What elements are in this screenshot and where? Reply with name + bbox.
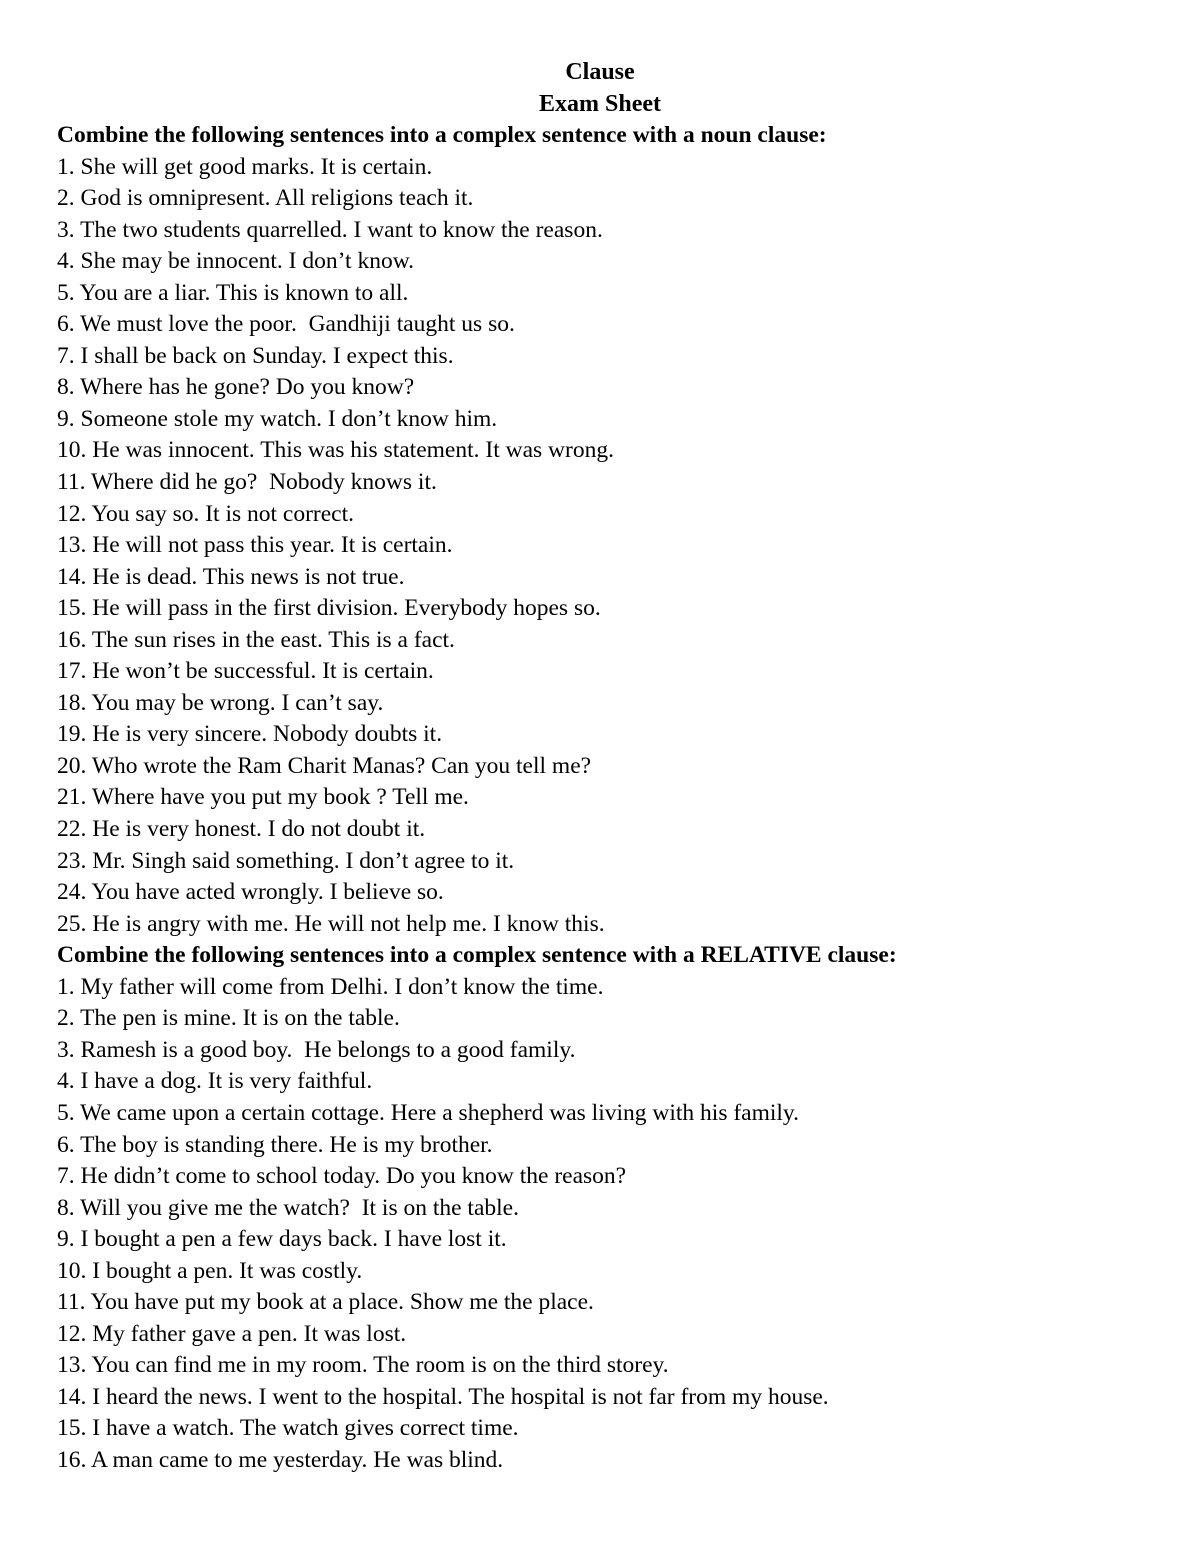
exercise-item: 9. Someone stole my watch. I don’t know him. [57,405,498,432]
exercise-item: 5. You are a liar. This is known to all. [57,279,409,306]
relative-clause-section [57,940,1157,1476]
exercise-item: 6. The boy is standing there. He is my brother. [57,1131,493,1158]
exercise-item: 12. My father gave a pen. It was lost. [57,1320,407,1347]
exercise-item: 20. Who wrote the Ram Charit Manas? Can you tell me? [57,752,592,779]
exercise-item: 15. I have a watch. The watch gives correct time. [57,1415,519,1442]
exercise-item: 14. He is dead. This news is not true. [57,563,405,590]
exercise-item: 10. I bought a pen. It was costly. [57,1257,363,1284]
document-subtitle: Exam Sheet [539,90,661,117]
exercise-item: 9. I bought a pen a few days back. I have lost it. [57,1226,507,1253]
exercise-item: 3. The two students quarrelled. I want to know the reason. [57,216,603,243]
exercise-item: 4. She may be innocent. I don’t know. [57,248,415,275]
exercise-item: 13. He will not pass this year. It is certain. [57,532,453,559]
exercise-item: 3. Ramesh is a good boy. He belongs to a good family. [57,1036,576,1063]
document-title: Clause [565,59,635,85]
exercise-item: 14. I heard the news. I went to the hospital. The hospital is not far from my house. [57,1383,829,1410]
exercise-item: 19. He is very sincere. Nobody doubts it. [57,721,443,748]
exercise-item: 2. God is omnipresent. All religions teach it. [57,185,474,212]
exercise-item: 5. We came upon a certain cottage. Here a shepherd was living with his family. [57,1099,800,1126]
exercise-item: 18. You may be wrong. I can’t say. [57,689,384,716]
exercise-item: 12. You say so. It is not correct. [57,500,354,527]
section-heading-relative-clause: Combine the following sentences into a complex sentence with a RELATIVE clause: [57,942,897,969]
exercise-item: 16. A man came to me yesterday. He was blind. [57,1446,504,1473]
exercise-item: 22. He is very honest. I do not doubt it. [57,816,426,843]
exercise-item: 1. My father will come from Delhi. I don’t know the time. [57,973,604,1000]
exercise-item: 10. He was innocent. This was his statement. It was wrong. [57,437,614,464]
exercise-item: 7. He didn’t come to school today. Do you know the reason? [57,1163,627,1190]
exercise-item: 11. You have put my book at a place. Show me the place. [57,1289,594,1316]
exercise-item: 2. The pen is mine. It is on the table. [57,1005,400,1032]
exercise-item: 8. Where has he gone? Do you know? [57,374,415,401]
noun-clause-section [57,120,1157,940]
exercise-item: 25. He is angry with me. He will not help me. I know this. [57,910,605,937]
exercise-item: 17. He won’t be successful. It is certain. [57,658,434,685]
exercise-item: 8. Will you give me the watch? It is on the table. [57,1194,519,1221]
exercise-item: 6. We must love the poor. Gandhiji taught us so. [57,311,515,338]
exercise-item: 15. He will pass in the first division. Everybody hopes so. [57,595,601,622]
exercise-item: 4. I have a dog. It is very faithful. [57,1068,373,1095]
exercise-item: 16. The sun rises in the east. This is a fact. [57,626,455,653]
exercise-item: 7. I shall be back on Sunday. I expect this. [57,342,454,369]
exercise-item: 1. She will get good marks. It is certain. [57,153,433,180]
exercise-item: 21. Where have you put my book ? Tell me. [57,784,469,811]
exercise-item: 11. Where did he go? Nobody knows it. [57,469,437,496]
exercise-body [57,120,1157,1477]
exercise-item: 23. Mr. Singh said something. I don’t agree to it. [57,847,515,874]
section-heading-noun-clause: Combine the following sentences into a complex sentence with a noun clause: [57,122,827,148]
exercise-item: 13. You can find me in my room. The room is on the third storey. [57,1352,669,1379]
exercise-item: 24. You have acted wrongly. I believe so. [57,879,444,906]
